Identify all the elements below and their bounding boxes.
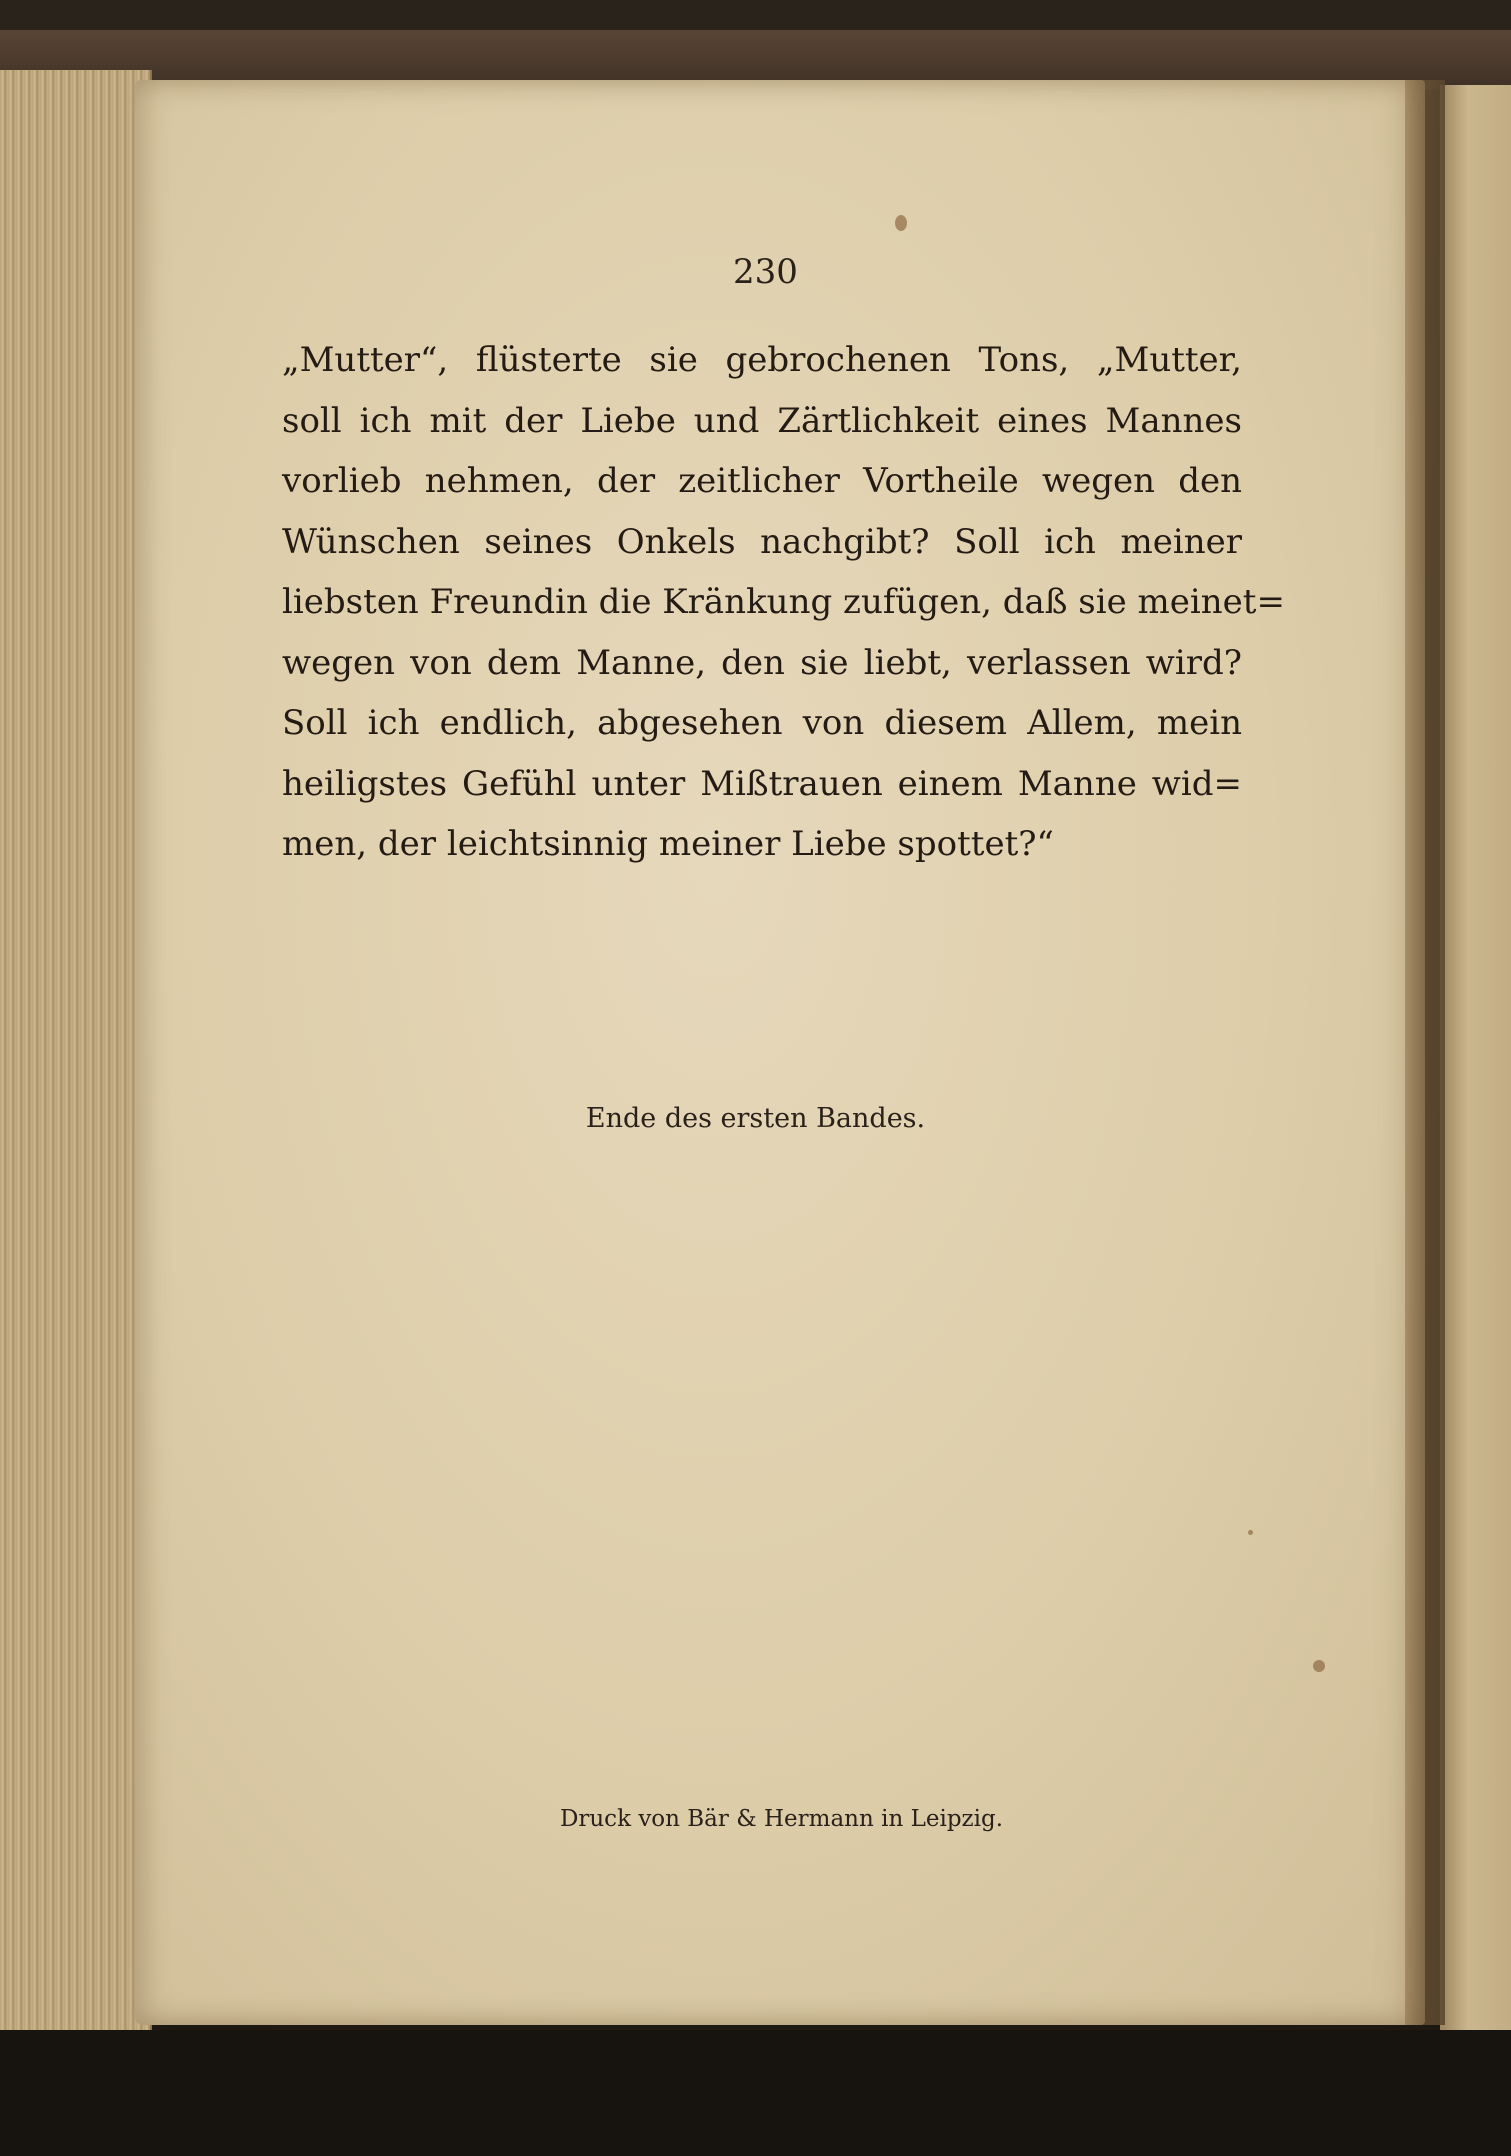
foxing-spot	[895, 215, 907, 231]
foxing-spot	[1313, 1660, 1325, 1672]
text-line: Wünschen seines Onkels nachgibt? Soll ich meiner	[282, 521, 1242, 562]
page-number: 230	[733, 252, 798, 292]
text-line: vorlieb nehmen, der zeitlicher Vortheile wegen den	[282, 461, 1242, 501]
text-line: soll ich mit der Liebe und Zärtlichkeit eines Mannes	[282, 400, 1242, 441]
body-text	[282, 330, 1285, 875]
book-cover-bottom-edge	[0, 2030, 1511, 2156]
page-gutter-shadow	[1405, 80, 1445, 2025]
printer-imprint: Druck von Bär & Hermann in Leipzig.	[559, 1806, 1004, 1832]
foxing-spot	[1248, 1530, 1253, 1535]
text-line: men, der leichtsinnig meiner Liebe spottet?“	[282, 824, 1054, 864]
text-line: heiligstes Gefühl unter Mißtrauen einem Manne wid=	[282, 763, 1242, 804]
text-line: liebsten Freundin die Kränkung zufügen, daß sie meinet=	[282, 582, 1285, 622]
page-stack-edge	[0, 70, 152, 2030]
text-line: wegen von dem Manne, den sie liebt, verlassen wird?	[282, 642, 1242, 683]
text-line: „Mutter“, flüsterte sie gebrochenen Tons, „Mutter,	[282, 340, 1242, 380]
facing-page-edge	[1440, 85, 1511, 2045]
text-line: Soll ich endlich, abgesehen von diesem Allem, mein	[282, 703, 1242, 743]
end-of-volume-note: Ende des ersten Bandes.	[585, 1103, 926, 1134]
